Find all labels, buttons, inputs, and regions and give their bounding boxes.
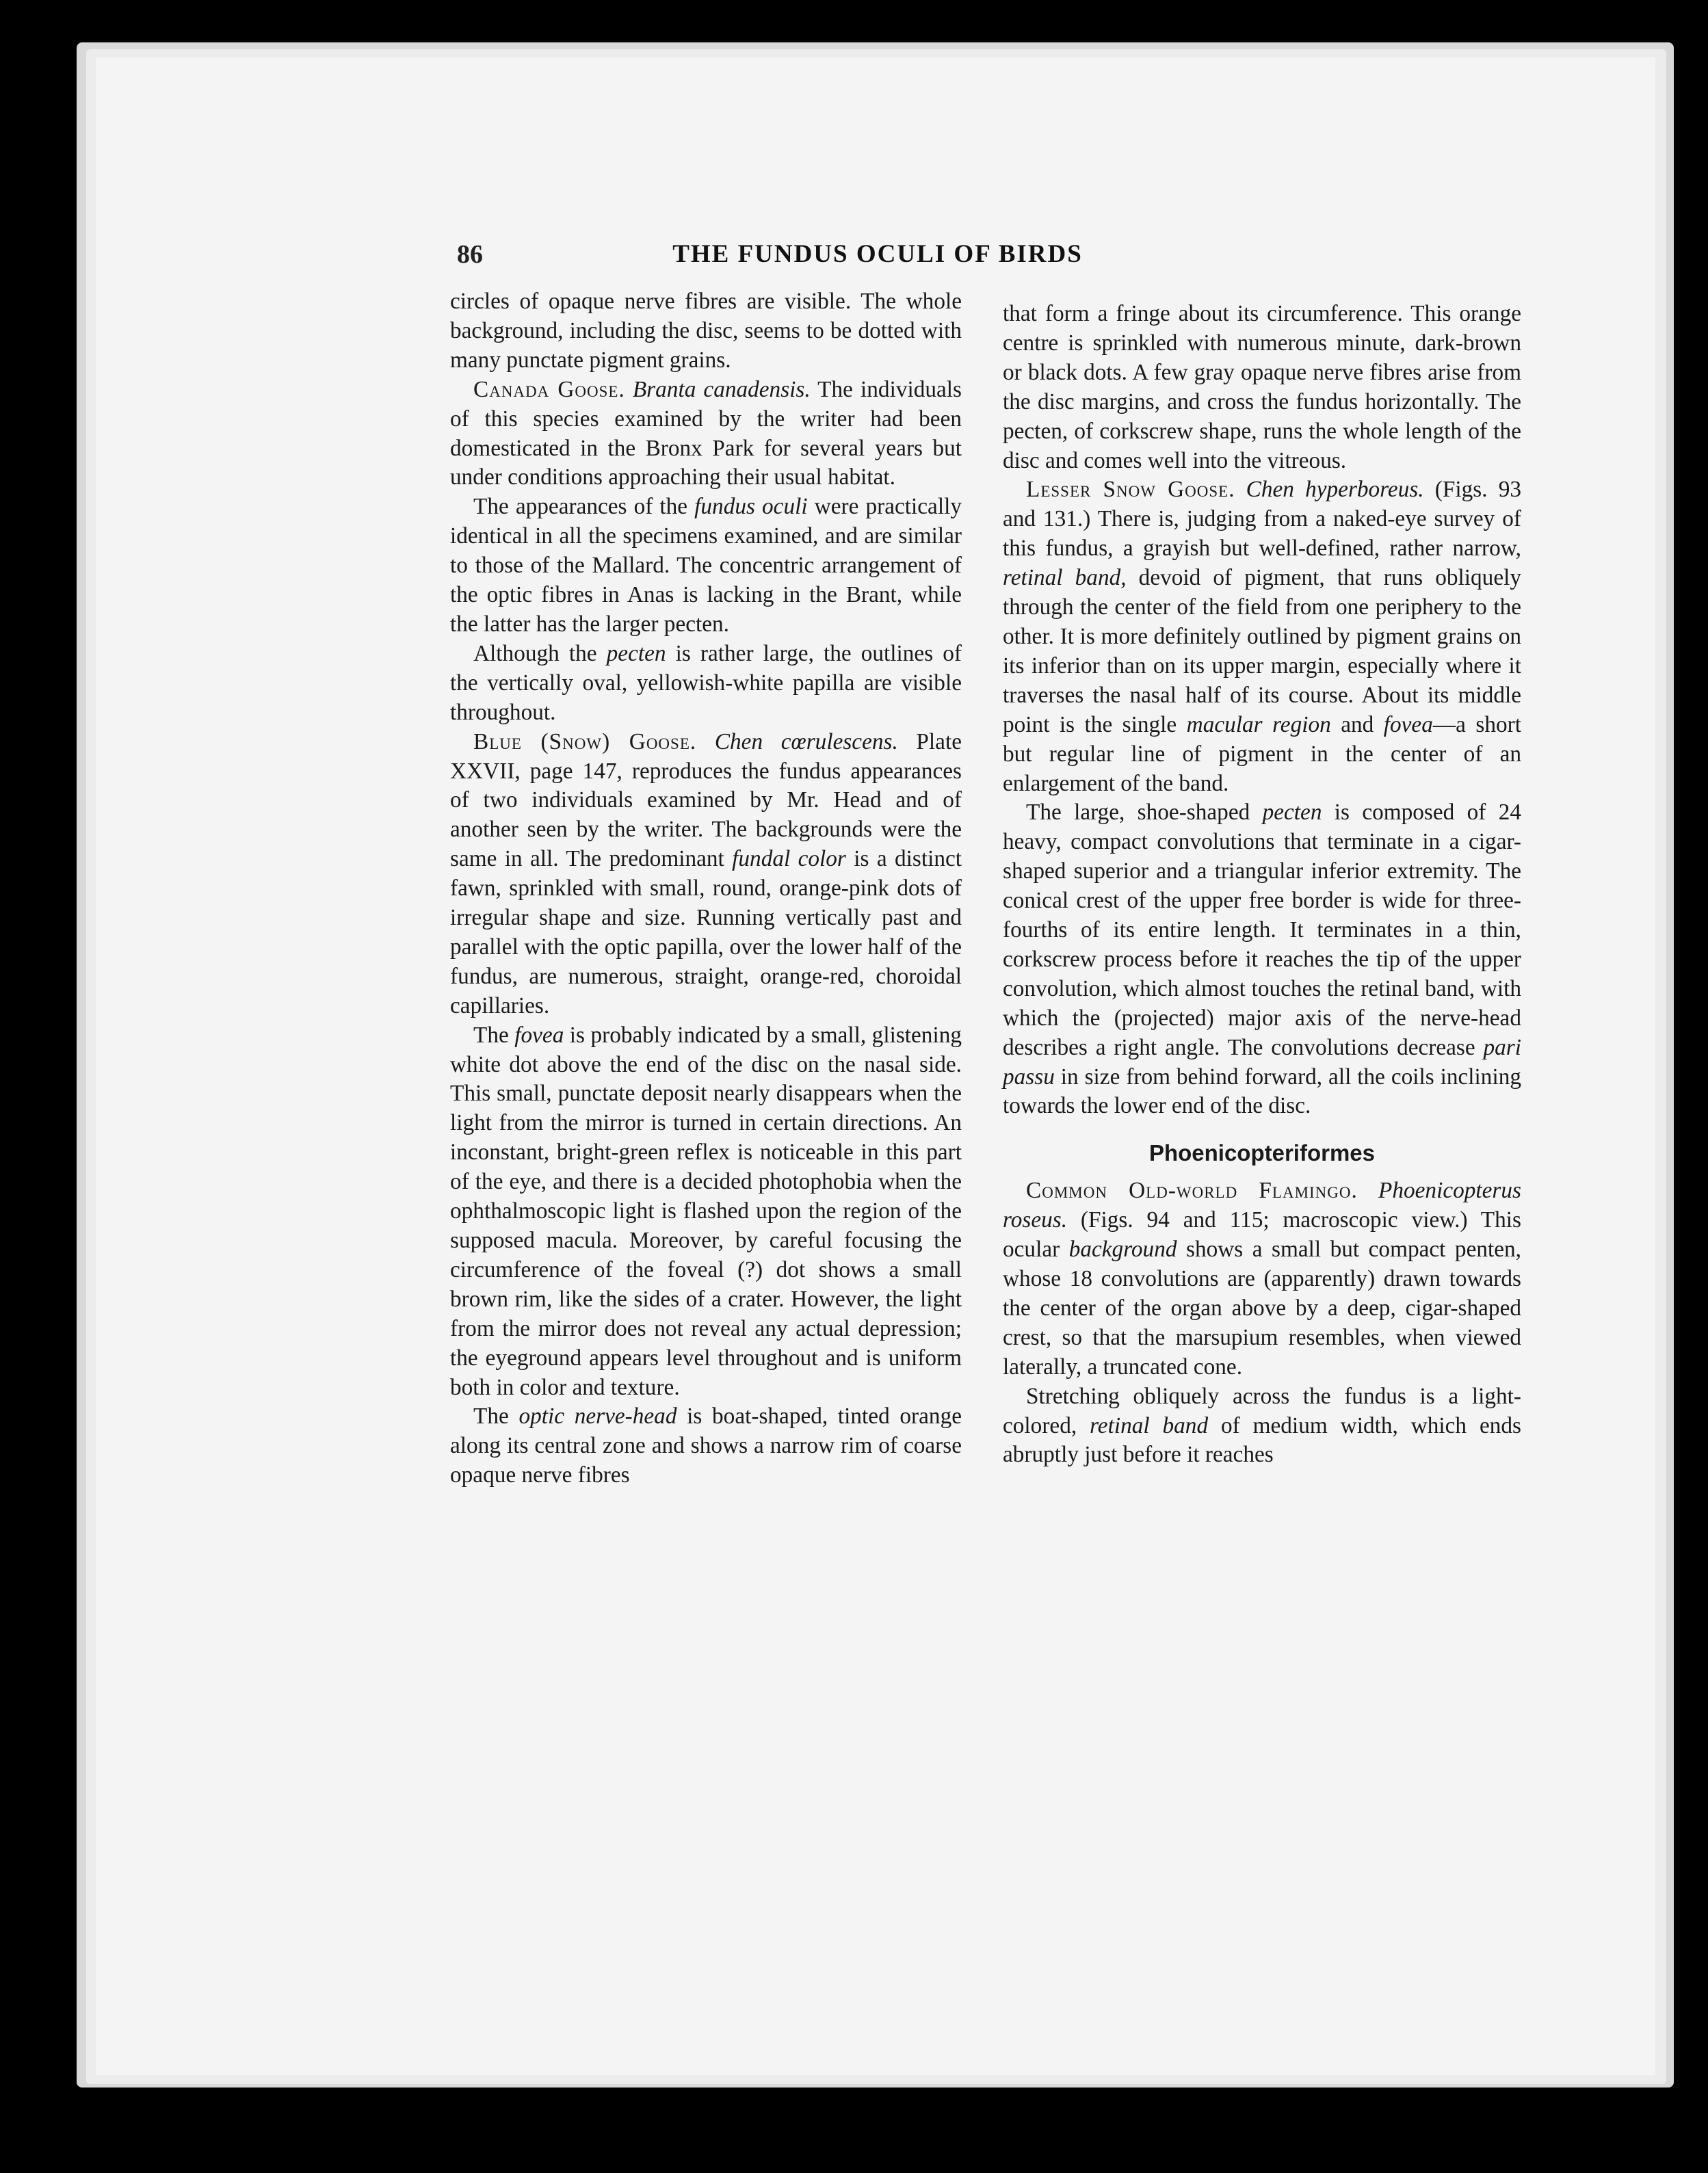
paragraph-text: —a short but regular line of pigment in the center of an enlargement of the band. <box>1003 711 1521 796</box>
paragraph-text: (Figs. 94 and 115; macroscopic view.) This ocular <box>1003 1207 1521 1263</box>
italic-term: pecten <box>1262 800 1322 826</box>
paragraph-text: is a distinct fawn, sprinkled with small, round, orange-pink dots of irregular shape and size. Running vertically past and parallel with the optic papilla, over the lower half of the fundus, are numerous, straight, orange-red, choroidal capillaries. <box>450 846 962 1018</box>
paragraph-text: The appearances of the <box>473 494 695 520</box>
paragraph-text: Stretching obliquely across the fundus is a light-colored, <box>1003 1383 1521 1438</box>
right-column <box>1003 300 1521 1470</box>
paragraph <box>1003 475 1521 798</box>
italic-term: macular region <box>1186 711 1331 737</box>
italic-term: optic nerve-head <box>518 1404 677 1430</box>
paragraph-text: is rather large, the outlines of the vertically oval, yellowish-white papilla are visible throughout. <box>450 640 962 725</box>
italic-term: fovea <box>514 1022 564 1048</box>
italic-term: fundal color <box>732 846 846 872</box>
paragraph-text: were practically identical in all the specimens examined, and are similar to those of the Mallard. The concentric arrangement of the optic fibres in Anas is lacking in the Brant, while the latter has the larger pecten. <box>450 494 962 637</box>
paragraph <box>450 728 962 1021</box>
species-common-name: Lesser Snow Goose. <box>1026 477 1235 503</box>
paragraph-text: Although the <box>473 640 607 666</box>
paragraph <box>1003 1382 1521 1471</box>
italic-term: pari passu <box>1003 1034 1521 1090</box>
paragraph-text: devoid of pigment, that runs obliquely through the center of the field from one periphery to the other. It is more definitely outlined by pigment grains on its inferior than on its upper margin, especially where it traverses the nasal half of its course. About its middle point is the single <box>1003 565 1521 737</box>
paragraph: that form a fringe about its circumference. This orange centre is sprinkled with numerous minute, dark-brown or black dots. A few gray opaque nerve fibres arise from the disc margins, and cross the fundus horizontally. The pecten, of corkscrew shape, runs the whole length of the disc and comes well into the vitreous. <box>1003 301 1521 473</box>
species-common-name: Blue (Snow) Goose. <box>473 728 697 754</box>
paragraph-text: (Figs. 93 and 131.) There is, judging from a naked-eye survey of this fundus, a grayish but well-defined, rather narrow, <box>1003 477 1522 562</box>
running-title: THE FUNDUS OCULI OF BIRDS <box>672 240 1083 268</box>
paragraph-text: shows a small but compact penten, whose 18 convolutions are (apparently) drawn towards the center of the organ above by a deep, cigar-shaped crest, so that the marsupium resembles, when viewed laterally, a truncated cone. <box>1003 1237 1521 1380</box>
paragraph-text: The large, shoe-shaped <box>1026 800 1263 826</box>
paragraph <box>450 492 962 640</box>
paragraph <box>450 640 962 728</box>
italic-term: retinal band <box>1090 1412 1209 1438</box>
paragraph <box>450 1402 962 1490</box>
species-latin-name: Phoenicopterus roseus. <box>1003 1178 1521 1233</box>
page-number: 86 <box>457 240 483 269</box>
paragraph: circles of opaque nerve fibres are visible. The whole background, including the disc, seems to be dotted with many punctate pigment grains. <box>450 289 962 373</box>
species-latin-name: Chen cœrulescens. <box>714 728 898 754</box>
paragraph-text: and <box>1330 711 1384 737</box>
italic-term: fovea <box>1383 711 1433 737</box>
paragraph <box>1003 1176 1521 1382</box>
italic-term: fundus oculi <box>694 494 808 520</box>
italic-term: retinal band, <box>1003 565 1127 591</box>
paragraph-text: The <box>473 1022 515 1048</box>
italic-term: pecten <box>606 640 666 666</box>
paragraph-text: The <box>473 1404 519 1430</box>
left-column <box>450 287 962 1490</box>
species-latin-name: Chen hyperboreus. <box>1246 477 1424 503</box>
paragraph <box>450 376 962 493</box>
species-common-name: Canada Goose. <box>473 376 625 402</box>
species-common-name: Common Old-world Flamingo. <box>1026 1178 1358 1204</box>
page-header <box>457 239 1216 280</box>
italic-term: background <box>1068 1237 1177 1263</box>
paragraph-text: is probably indicated by a small, glistening white dot above the end of the disc on the nasal side. This small, punctate deposit nearly disappears when the light from the mirror is turned in certain directions. An inconstant, bright-green reflex is noticeable in this part of the eye, and there is a decided photophobia when the ophthalmoscopic light is flashed upon the region of the supposed macula. Moreover, by careful focusing the circumference of the foveal (?) dot shows a small brown rim, like the sides of a crater. However, the light from the mirror does not reveal any actual depression; the eyeground appears level throughout and is uniform both in color and texture. <box>450 1022 962 1400</box>
paragraph-text: in size from behind forward, all the coils inclining towards the lower end of the disc. <box>1003 1064 1521 1119</box>
paragraph-text: is boat-shaped, tinted orange along its central zone and shows a narrow rim of coarse opaque nerve fibres <box>450 1404 962 1488</box>
species-latin-name: Branta canadensis. <box>632 376 811 402</box>
paragraph-text: The individuals of this species examined by the writer had been domesticated in the Bronx Park for several years but under conditions approaching their usual habitat. <box>450 376 962 490</box>
section-heading: Phoenicopteriformes <box>1148 1140 1376 1166</box>
paragraph-text: Plate XXVII, page 147, reproduces the fundus appearances of two individuals examined by Mr. Head and of another seen by the writer. The backgrounds were the same in all. The predominant <box>450 728 962 872</box>
paragraph-text: is composed of 24 heavy, compact convolutions that terminate in a cigar-shaped superior and a triangular inferior extremity. The conical crest of the upper free border is wide for three-fourths of its entire length. It terminates in a thin, corkscrew process before it reaches the tip of the upper convolution, which almost touches the retinal band, with which the (projected) major axis of the nerve-head describes a right angle. The convolutions decrease <box>1003 800 1521 1060</box>
paragraph-text: of medium width, which ends abruptly just before it reaches <box>1003 1412 1522 1468</box>
paragraph <box>450 1021 962 1403</box>
paragraph <box>1003 798 1521 1121</box>
